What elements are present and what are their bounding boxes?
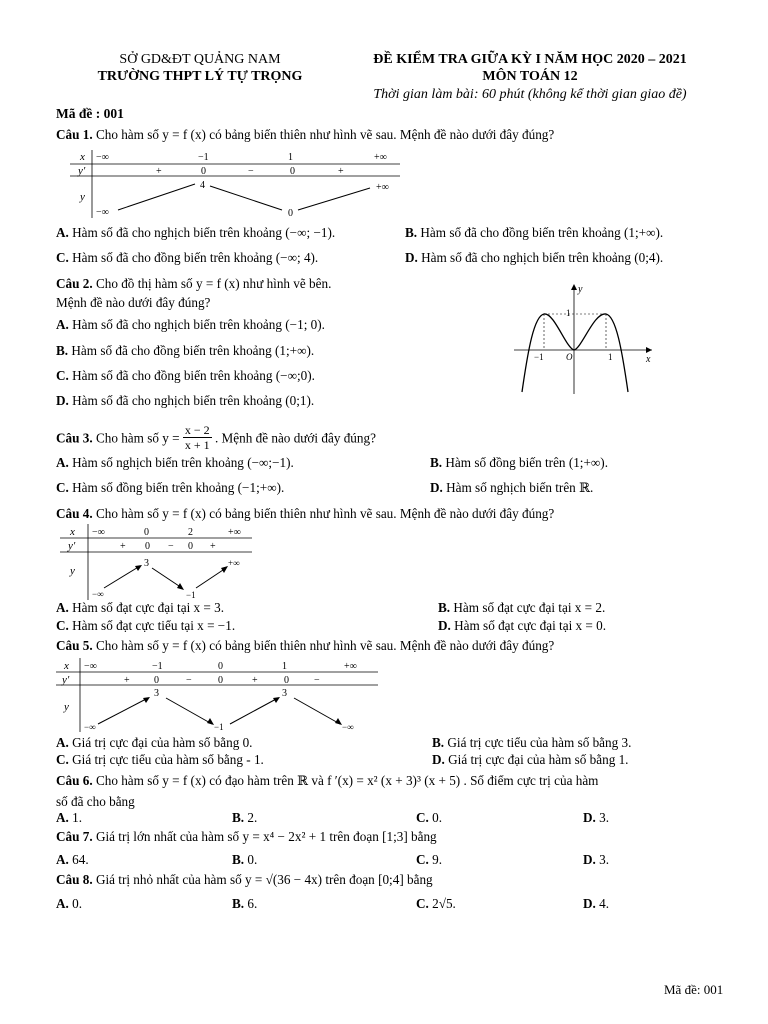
q7-option-c[interactable]: C. 9. <box>416 852 443 867</box>
x-value: +∞ <box>374 152 387 163</box>
sign: + <box>124 675 130 686</box>
q5-option-a[interactable]: A. Giá trị cực đại của hàm số bằng 0. <box>56 735 253 750</box>
variation-table-q5 <box>56 658 378 732</box>
y-value: 4 <box>200 180 205 191</box>
x-axis-label: x <box>646 354 651 365</box>
variation-table-q4 <box>60 524 252 600</box>
school-name: TRƯỜNG THPT LÝ TỰ TRỌNG <box>97 69 303 84</box>
question-6: Câu 6. Cho hàm số y = f (x) có đạo hàm trên ℝ và f ′(x) = x² (x + 3)³ (x + 5) . Số điểm cực trị của hàm <box>56 773 599 788</box>
sign: + <box>120 541 126 552</box>
q5-option-c[interactable]: C. Giá trị cực tiểu của hàm số bằng - 1. <box>56 752 264 767</box>
sign: − <box>168 541 174 552</box>
function-graph-q2 <box>508 280 658 398</box>
q6-option-b[interactable]: B. 2. <box>232 810 258 825</box>
question-1 <box>56 127 554 143</box>
x-value: −1 <box>152 661 163 672</box>
q7-option-a[interactable]: A. 64. <box>56 852 89 867</box>
sign: 0 <box>154 675 159 686</box>
q8-option-b[interactable]: B. 6. <box>232 896 258 911</box>
q2-option-c[interactable]: C. Hàm số đã cho đồng biến trên khoảng (−∞;0). <box>56 368 315 383</box>
tick-minus-one: −1 <box>534 352 544 362</box>
svg-text:y′: y′ <box>68 540 76 552</box>
q3-option-d[interactable]: D. Hàm số nghịch biến trên ℝ. <box>430 480 594 495</box>
question-6-text2: số đã cho bằng <box>56 794 135 809</box>
option-a[interactable]: A. Hàm số đã cho nghịch biến trên khoảng (−∞; −1). <box>56 225 336 240</box>
origin-label: O <box>566 352 573 362</box>
q8-option-c[interactable]: C. 2√5. <box>416 896 456 911</box>
q7-option-b[interactable]: B. 0. <box>232 852 258 867</box>
tick-one: 1 <box>608 352 613 362</box>
sign: + <box>338 166 344 177</box>
x-value: +∞ <box>228 527 241 538</box>
y-value: −1 <box>186 590 196 600</box>
q4-option-c[interactable]: C. Hàm số đạt cực tiểu tại x = −1. <box>56 618 236 633</box>
question-text: Cho hàm số y = f (x) có bảng biến thiên như hình vẽ sau. Mệnh đề nào dưới đây đúng? <box>95 127 555 142</box>
x-value: 0 <box>218 661 223 672</box>
q2-option-d[interactable]: D. Hàm số đã cho nghịch biến trên khoảng (0;1). <box>56 393 315 408</box>
x-value: 1 <box>282 661 287 672</box>
row-label-yprime: y′ <box>78 165 86 177</box>
y-value: 0 <box>288 208 293 219</box>
q3-option-b[interactable]: B. Hàm số đồng biến trên (1;+∞). <box>430 455 608 470</box>
q4-option-d[interactable]: D. Hàm số đạt cực đại tại x = 0. <box>438 618 607 633</box>
sign: − <box>248 166 254 177</box>
x-value: 0 <box>144 527 149 538</box>
svg-text:y: y <box>70 565 75 577</box>
sign: + <box>156 166 162 177</box>
x-value: −1 <box>198 152 209 163</box>
question-5: Câu 5. Cho hàm số y = f (x) có bảng biến thiên như hình vẽ sau. Mệnh đề nào dưới đây đúng? <box>56 638 555 653</box>
exam-title: ĐỀ KIỂM TRA GIỮA KỲ I NĂM HỌC 2020 – 2021 <box>373 52 687 67</box>
q5-option-b[interactable]: B. Giá trị cực tiểu của hàm số bằng 3. <box>432 735 632 750</box>
row-label-x: x <box>80 151 85 163</box>
y-value: +∞ <box>376 182 389 193</box>
sign: − <box>314 675 320 686</box>
q2-option-b[interactable]: B. Hàm số đã cho đồng biến trên khoảng (1;+∞). <box>56 343 315 358</box>
q8-option-d[interactable]: D. 4. <box>583 896 610 911</box>
x-value: −∞ <box>92 527 105 538</box>
x-value: 2 <box>188 527 193 538</box>
row-label-y: y <box>80 191 85 203</box>
q6-option-a[interactable]: A. 1. <box>56 810 83 825</box>
sign: 0 <box>188 541 193 552</box>
question-4: Câu 4. Cho hàm số y = f (x) có bảng biến thiên như hình vẽ sau. Mệnh đề nào dưới đây đúng? <box>56 506 555 521</box>
y-value: −∞ <box>342 722 354 732</box>
y-value: 3 <box>144 558 149 569</box>
q2-option-a[interactable]: A. Hàm số đã cho nghịch biến trên khoảng (−1; 0). <box>56 317 325 332</box>
fraction: $\frac{x - 2}{x + 1}$ <box>184 423 210 452</box>
q7-option-d[interactable]: D. 3. <box>583 852 610 867</box>
q6-option-c[interactable]: C. 0. <box>416 810 443 825</box>
q1-option-c[interactable]: C. Hàm số đã cho đồng biến trên khoảng (−∞; 4). <box>56 250 319 265</box>
sign: 0 <box>290 166 295 177</box>
sign: 0 <box>145 541 150 552</box>
sign: 0 <box>218 675 223 686</box>
q1-options-row1 <box>56 225 335 241</box>
q8-option-a[interactable]: A. 0. <box>56 896 83 911</box>
y-value: −∞ <box>92 589 104 599</box>
y-value: +∞ <box>228 558 240 568</box>
q1-option-b[interactable]: B. Hàm số đã cho đồng biến trên khoảng (1;+∞). <box>405 225 664 240</box>
svg-text:x: x <box>70 526 75 538</box>
question-2-text2: Mệnh đề nào dưới đây đúng? <box>56 295 211 310</box>
school-department: SỞ GD&ĐT QUẢNG NAM <box>119 52 281 67</box>
y-value: −∞ <box>84 722 96 732</box>
svg-text:y: y <box>64 701 69 713</box>
sign: 0 <box>284 675 289 686</box>
exam-subject: MÔN TOÁN 12 <box>482 69 578 84</box>
y-value: 3 <box>154 688 159 699</box>
variation-table-q1 <box>70 148 400 220</box>
q4-option-b[interactable]: B. Hàm số đạt cực đại tại x = 2. <box>438 600 606 615</box>
x-value: −∞ <box>96 152 109 163</box>
svg-text:x: x <box>64 660 69 672</box>
y-value: −∞ <box>96 207 109 218</box>
question-2: Câu 2. Cho đồ thị hàm số y = f (x) như hình vẽ bên. <box>56 276 332 291</box>
sign: + <box>210 541 216 552</box>
y-axis-label: y <box>578 284 583 295</box>
x-value: 1 <box>288 152 293 163</box>
x-value: −∞ <box>84 661 97 672</box>
q1-option-d[interactable]: D. Hàm số đã cho nghịch biến trên khoảng (0;4). <box>405 250 664 265</box>
footer-exam-code: Mã đề: 001 <box>664 982 724 997</box>
question-8: Câu 8. Giá trị nhỏ nhất của hàm số y = √(36 − 4x) trên đoạn [0;4] bằng <box>56 872 433 887</box>
tick-y-one: 1 <box>566 308 571 318</box>
q3-option-a[interactable]: A. Hàm số nghịch biến trên khoảng (−∞;−1). <box>56 455 294 470</box>
q5-option-d[interactable]: D. Giá trị cực đại của hàm số bằng 1. <box>432 752 629 767</box>
exam-code: Mã đề : 001 <box>56 106 124 121</box>
question-label: Câu 1. <box>56 127 93 142</box>
sign: 0 <box>201 166 206 177</box>
svg-text:y′: y′ <box>62 674 70 686</box>
question-7: Câu 7. Giá trị lớn nhất của hàm số y = x⁴ − 2x² + 1 trên đoạn [1;3] bằng <box>56 829 437 844</box>
y-value: −1 <box>214 722 224 732</box>
exam-duration: Thời gian làm bài: 60 phút (không kể thời gian giao đề) <box>373 87 687 102</box>
sign: + <box>252 675 258 686</box>
question-3: Câu 3. Cho hàm số y = $\frac{x - 2}{x + 1}$ . Mệnh đề nào dưới đây đúng? <box>56 423 376 452</box>
q3-option-c[interactable]: C. Hàm số đồng biến trên khoảng (−1;+∞). <box>56 480 285 495</box>
x-value: +∞ <box>344 661 357 672</box>
q4-option-a[interactable]: A. Hàm số đạt cực đại tại x = 3. <box>56 600 225 615</box>
sign: − <box>186 675 192 686</box>
q6-option-d[interactable]: D. 3. <box>583 810 610 825</box>
y-value: 3 <box>282 688 287 699</box>
